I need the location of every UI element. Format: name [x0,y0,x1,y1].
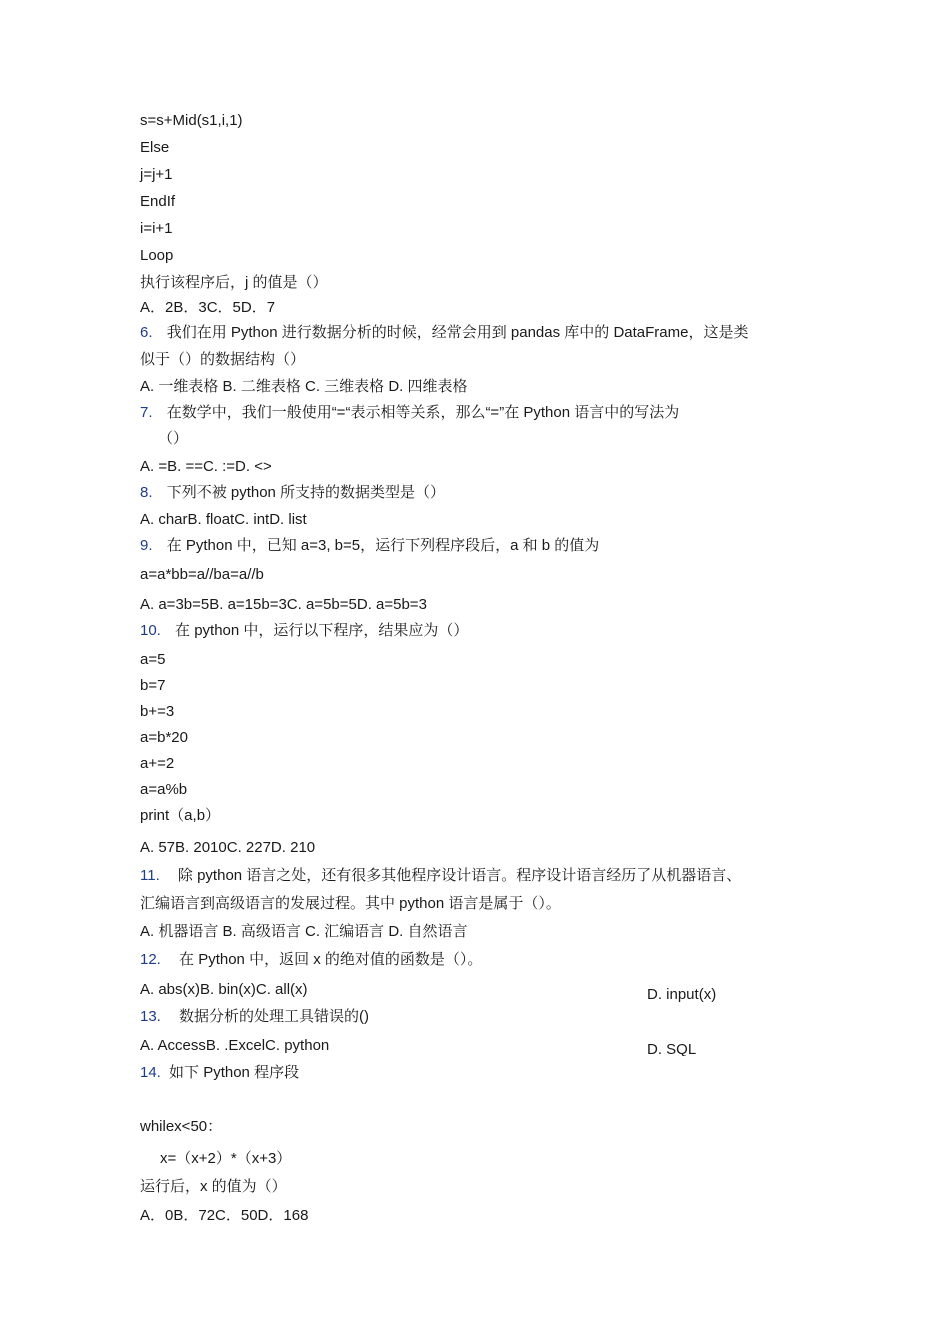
question-14 [140,1063,299,1083]
code-line: a=5 [140,651,166,668]
answer-options: A．0B．72C．50D．168 [140,1207,309,1224]
code-line: b=7 [140,677,166,694]
question-text: 似于（）的数据结构（） [140,351,306,368]
code-line: print（a,b） [140,807,221,824]
answer-options: A. 57B. 2010C. 227D. 210 [140,839,316,856]
code-line: x=（x+2）*（x+3） [160,1150,292,1167]
question-text: （） [158,430,189,447]
question-text: 除 python 语言之处，还有很多其他程序设计语言。程序设计语言经历了从机器语言、 [177,867,742,884]
code-line: a=b*20 [140,729,188,746]
answer-option-d-clip [647,1040,767,1056]
question-number: 6. [140,324,153,341]
code-line: EndIf [140,193,176,210]
question-number: 9. [140,537,153,554]
question-number: 13. [140,1008,161,1025]
code-line: b+=3 [140,703,175,720]
question-number: 8. [140,484,153,501]
answer-options: A. AccessB. .ExcelC. python [140,1037,330,1054]
code-line: a+=2 [140,755,175,772]
answer-options: A. =B. ==C. :=D. <> [140,458,272,475]
question-text: 在 Python 中，已知 a=3, b=5，运行下列程序段后，a 和 b 的值为 [166,537,600,554]
code-line: s=s+Mid(s1,i,1) [140,112,243,129]
question-text: 下列不被 python 所支持的数据类型是（） [166,484,446,501]
question-text: 在数学中，我们一般使用“=“表示相等关系，那么“=”在 Python 语言中的写法为 [166,404,680,421]
question-text: 在 Python 中，返回 x 的绝对值的函数是（）。 [179,951,483,968]
answer-options: A. charB. floatC. intD. list [140,511,307,528]
question-text: 在 python 中，运行以下程序，结果应为（） [175,622,469,639]
question-10 [140,621,468,641]
answer-options: A. a=3b=5B. a=15b=3C. a=5b=5D. a=5b=3 [140,596,427,613]
question-11 [140,866,741,886]
answer-option-d: D. SQL [647,1041,697,1056]
question-text: 运行后，x 的值为（） [140,1178,287,1195]
question-7 [140,403,679,423]
question-number: 10. [140,622,161,639]
question-text: 汇编语言到高级语言的发展过程。其中 python 语言是属于（）。 [140,895,561,912]
code-line: a=a*bb=a//ba=a//b [140,566,264,583]
question-text: 数据分析的处理工具错误的() [179,1008,370,1025]
question-6 [140,323,748,343]
answer-options: A. 一维表格 B. 二维表格 C. 三维表格 D. 四维表格 [140,378,468,395]
answer-options: A. abs(x)B. bin(x)C. all(x) [140,981,308,998]
answer-options: A．2B．3C．5D．7 [140,299,276,316]
question-8 [140,483,445,503]
question-number: 11. [140,867,160,884]
question-number: 7. [140,404,153,421]
code-line: j=j+1 [140,166,173,183]
code-line: Loop [140,247,174,264]
code-line: i=i+1 [140,220,173,237]
code-line: whilex<50： [140,1118,223,1135]
question-number: 14. [140,1064,161,1081]
question-9 [140,536,599,556]
answer-options: A. 机器语言 B. 高级语言 C. 汇编语言 D. 自然语言 [140,923,468,940]
question-13 [140,1007,369,1027]
code-line: Else [140,139,170,156]
code-line: a=a%b [140,781,188,798]
answer-option-d: D. input(x) [647,986,717,1003]
question-text: 执行该程序后，j 的值是（） [140,274,328,291]
question-text: 我们在用 Python 进行数据分析的时候，经常会用到 pandas 库中的 DataFrame，这是类 [166,324,749,341]
question-text: 如下 Python 程序段 [169,1064,300,1081]
question-12 [140,950,482,970]
question-number: 12. [140,951,161,968]
